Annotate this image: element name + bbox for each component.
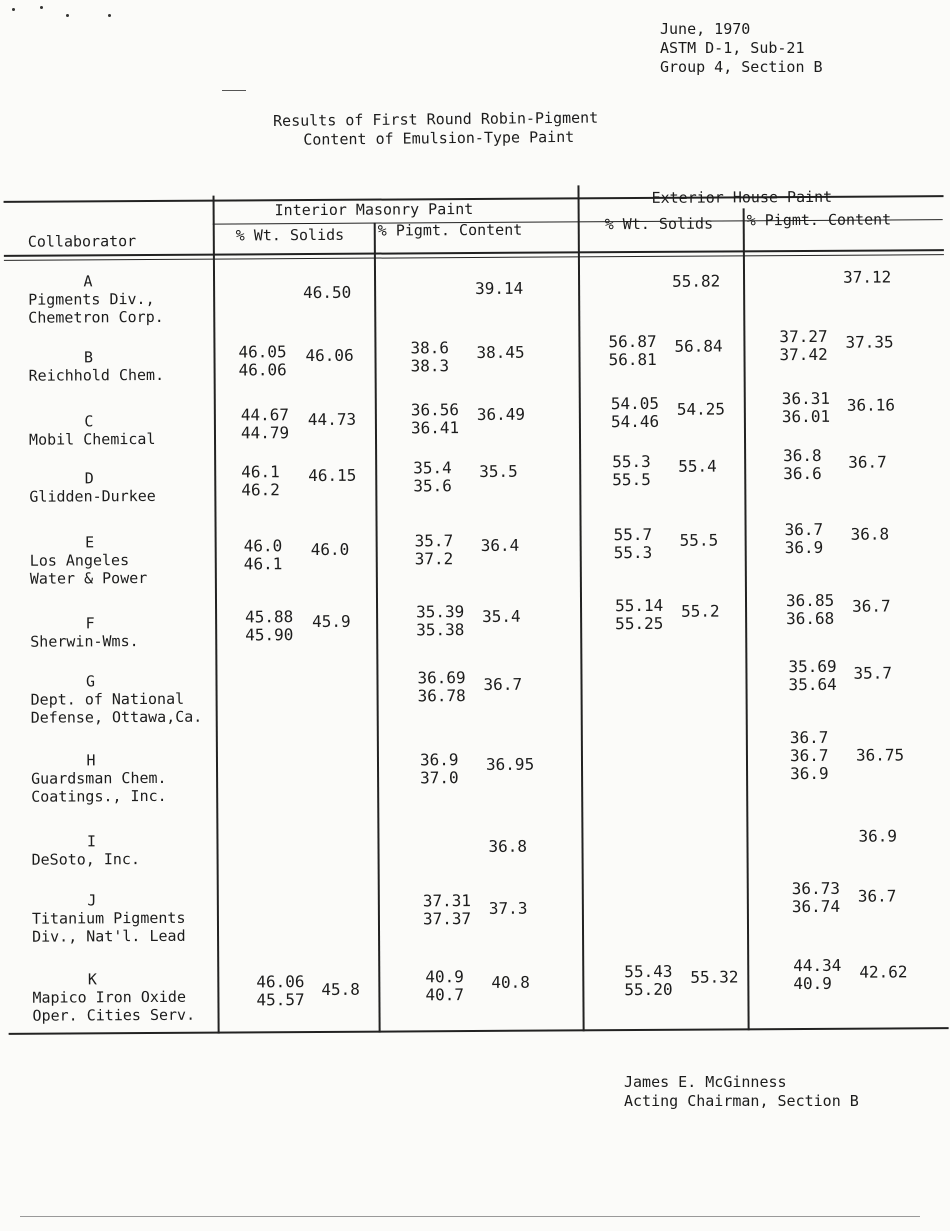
ext-wt-rep: 55.3 (613, 542, 653, 563)
collaborator-letter: J (87, 891, 97, 910)
int-pig-rep: 38.6 (410, 338, 450, 358)
ext-pig-avg: 36.9 (858, 826, 898, 846)
ext-wt-avg: 55.5 (679, 530, 719, 550)
ext-pig-avg: 36.8 (850, 524, 890, 544)
ext-pig-rep: 36.31 (781, 388, 831, 409)
int-wt-avg: 44.73 (307, 409, 357, 430)
ext-pig-avg: 36.7 (857, 886, 897, 906)
subheader-int-wt-solids: % Wt. Solids (235, 225, 345, 245)
int-pig-rep: 36.78 (417, 686, 466, 706)
title-line-1: Results of First Round Robin-Pigment (273, 108, 599, 130)
ext-pig-rep: 36.73 (791, 878, 840, 899)
int-pig-rep: 35.6 (413, 476, 452, 496)
subheader-ext-wt-solids: % Wt. Solids (604, 214, 714, 234)
table-bottom-rule (9, 1027, 949, 1035)
ext-wt-rep: 56.81 (608, 349, 657, 370)
ext-pig-avg: 36.16 (846, 395, 896, 415)
collaborator-name-line: Mobil Chemical (28, 429, 156, 449)
ext-pig-avg: 37.35 (845, 332, 894, 352)
int-wt-rep: 46.05 (238, 342, 287, 362)
int-pig-avg: 35.4 (482, 606, 521, 626)
collaborator-letter: B (83, 348, 94, 367)
int-pig-rep: 37.2 (414, 549, 454, 569)
int-pig-rep: 35.38 (416, 620, 465, 640)
ext-wt-avg: 54.25 (676, 399, 726, 419)
ext-pig-avg: 36.7 (848, 452, 887, 472)
ext-wt-rep: 55.5 (612, 469, 651, 490)
collaborator-row-b (28, 348, 218, 385)
int-wt-rep: 45.57 (256, 990, 305, 1010)
ext-pig-avg: 36.75 (855, 745, 905, 765)
int-pig-avg: 36.4 (480, 535, 520, 555)
int-wt-rep: 46.1 (243, 554, 283, 574)
collaborator-header: Collaborator (27, 232, 137, 251)
int-pig-rep: 36.9 (419, 750, 459, 770)
ext-pig-avg: 35.7 (853, 663, 893, 683)
int-pig-rep: 35.4 (413, 458, 452, 478)
signatory-role: Acting Chairman, Section B (624, 1092, 859, 1110)
collaborator-name-line: Sherwin-Wms. (30, 632, 139, 651)
collaborator-row-g (30, 672, 220, 727)
group-header-interior: Interior Masonry Paint (274, 200, 474, 220)
title-line-2: Content of Emulsion-Type Paint (303, 127, 575, 149)
collaborator-row-f (30, 614, 220, 651)
collaborator-row-e (30, 533, 220, 588)
scan-speck (66, 14, 69, 17)
ext-wt-rep: 55.3 (612, 451, 651, 472)
collaborator-letter: C (84, 412, 94, 431)
signature-block (624, 1073, 859, 1111)
scan-speck (12, 8, 15, 11)
col-divider-ext-mid (743, 208, 750, 1030)
collaborator-name-line: Chemetron Corp. (28, 307, 164, 327)
int-pig-avg: 36.49 (476, 404, 526, 424)
collaborator-row-k (32, 970, 222, 1025)
ext-pig-avg: 36.7 (851, 596, 891, 616)
col-divider-int-ext (577, 185, 584, 1031)
subheader-int-pigmt-content: % Pigmt. Content (377, 220, 523, 240)
document-date: June, 1970 (660, 20, 751, 38)
collaborator-letter: F (85, 614, 95, 633)
collaborator-letter: A (83, 272, 93, 291)
ext-pig-avg: 42.62 (859, 962, 908, 982)
group-section: Group 4, Section B (660, 58, 823, 76)
collaborator-letter: G (85, 672, 96, 691)
ext-wt-avg: 55.4 (678, 456, 717, 476)
ext-pig-rep: 44.34 (793, 955, 842, 976)
ext-wt-rep: 55.14 (614, 595, 664, 616)
ext-pig-rep: 40.9 (793, 973, 832, 994)
int-pig-rep: 40.7 (425, 985, 464, 1005)
int-wt-avg: 46.0 (310, 539, 350, 560)
scan-mark (222, 90, 246, 91)
int-wt-avg: 45.9 (312, 611, 351, 631)
ext-pig-rep: 36.74 (791, 896, 841, 917)
ext-pig-rep: 36.9 (790, 763, 829, 784)
collaborator-name-line: Coatings., Inc. (31, 786, 167, 806)
committee-ref: ASTM D-1, Sub-21 (660, 39, 805, 57)
collaborator-name-line: Los Angeles (29, 551, 130, 570)
collaborator-name-line: Guardsman Chem. (31, 768, 167, 788)
int-wt-rep: 45.90 (245, 625, 294, 645)
collaborator-name-line: Defense, Ottawa,Ca. (30, 707, 203, 727)
int-pig-avg: 40.8 (491, 972, 530, 992)
int-wt-rep: 46.2 (241, 480, 280, 500)
ext-pig-rep: 36.8 (783, 445, 822, 466)
int-wt-rep: 44.79 (240, 423, 290, 443)
collaborator-row-h (31, 751, 221, 806)
int-wt-rep: 45.88 (245, 607, 294, 627)
int-wt-avg: 46.06 (305, 345, 354, 366)
collaborator-row-i (31, 832, 221, 869)
collaborator-name-line: Div., Nat'l. Lead (31, 926, 186, 946)
ext-pig-rep: 35.64 (788, 674, 837, 695)
ext-pig-rep: 36.01 (781, 406, 831, 427)
int-pig-rep: 35.39 (416, 602, 465, 622)
int-wt-avg: 45.8 (321, 979, 360, 999)
collaborator-row-c (29, 412, 219, 449)
ext-pig-rep: 37.27 (779, 326, 828, 347)
int-wt-avg: 46.50 (303, 282, 352, 303)
int-wt-rep: 46.06 (256, 972, 305, 992)
ext-pig-rep: 36.9 (784, 537, 824, 558)
int-pig-rep: 36.41 (410, 418, 460, 438)
scan-speck (40, 6, 43, 9)
collaborator-letter: H (86, 751, 96, 770)
ext-wt-avg: 55.32 (690, 967, 739, 987)
signatory-name: James E. McGinness (624, 1073, 787, 1091)
ext-pig-rep: 36.7 (789, 727, 829, 748)
collaborator-letter: E (85, 533, 95, 552)
collaborator-row-d (29, 469, 219, 506)
int-wt-rep: 44.67 (240, 405, 290, 425)
subheader-ext-pigmt-content: % Pigmt. Content (746, 210, 892, 230)
collaborator-name-line: Water & Power (29, 569, 148, 588)
ext-pig-rep: 36.6 (783, 463, 822, 484)
ext-wt-rep: 55.20 (624, 979, 673, 1000)
collaborator-name-line: Glidden-Durkee (29, 486, 156, 506)
ext-pig-rep: 36.7 (784, 519, 824, 540)
int-pig-rep: 38.3 (410, 356, 450, 376)
collaborator-name-line: Titanium Pigments (31, 908, 186, 928)
collaborator-row-j (32, 891, 222, 946)
scan-speck (108, 14, 111, 17)
ext-pig-rep: 36.68 (786, 608, 835, 629)
int-wt-avg: 46.15 (308, 465, 357, 486)
int-pig-rep: 35.7 (414, 531, 454, 551)
int-wt-rep: 46.0 (243, 536, 283, 556)
ext-pig-rep: 37.42 (779, 344, 828, 365)
ext-wt-rep: 55.25 (615, 613, 664, 634)
ext-pig-avg: 37.12 (842, 267, 892, 287)
collaborator-letter: K (87, 970, 97, 989)
collaborator-letter: D (84, 469, 94, 488)
int-pig-avg: 36.7 (483, 674, 523, 694)
ext-wt-rep: 55.43 (624, 961, 673, 982)
collaborator-row-a (28, 272, 218, 327)
ext-wt-rep: 56.87 (608, 331, 657, 352)
int-pig-avg: 35.5 (479, 461, 518, 481)
collaborator-name-line: Reichhold Chem. (28, 365, 165, 385)
scan-bottom-edge (20, 1216, 920, 1217)
int-pig-avg: 36.95 (485, 754, 535, 774)
ext-wt-rep: 55.7 (613, 524, 653, 545)
int-wt-rep: 46.06 (238, 360, 287, 380)
ext-wt-rep: 54.05 (610, 393, 660, 414)
int-pig-avg: 36.8 (488, 836, 528, 856)
int-pig-rep: 36.69 (417, 668, 466, 688)
ext-wt-rep: 54.46 (610, 411, 660, 432)
collaborator-name-line: Mapico Iron Oxide (32, 987, 187, 1007)
int-pig-rep: 37.37 (422, 909, 472, 929)
int-wt-rep: 46.1 (241, 462, 280, 482)
group-header-exterior: Exterior House Paint (651, 187, 833, 207)
collaborator-name-line: Pigments Div., (28, 289, 155, 309)
collaborator-name-line: Oper. Cities Serv. (32, 1005, 196, 1025)
collaborator-name-line: DeSoto, Inc. (31, 850, 141, 869)
int-pig-avg: 39.14 (475, 278, 524, 298)
int-pig-avg: 38.45 (476, 342, 525, 362)
ext-pig-rep: 36.7 (789, 745, 829, 766)
collaborator-letter: I (86, 832, 97, 851)
ext-wt-avg: 55.2 (681, 601, 720, 621)
ext-pig-rep: 35.69 (788, 656, 837, 677)
col-divider-int-mid (374, 223, 381, 1033)
int-pig-rep: 40.9 (425, 967, 464, 987)
int-pig-rep: 37.0 (420, 768, 459, 788)
ext-pig-rep: 36.85 (785, 590, 835, 611)
ext-wt-avg: 56.84 (674, 336, 723, 356)
collaborator-name-line: Dept. of National (30, 689, 185, 709)
int-pig-rep: 36.56 (410, 400, 460, 420)
int-pig-avg: 37.3 (488, 898, 528, 918)
ext-wt-avg: 55.82 (671, 271, 721, 291)
int-pig-rep: 37.31 (422, 891, 472, 911)
